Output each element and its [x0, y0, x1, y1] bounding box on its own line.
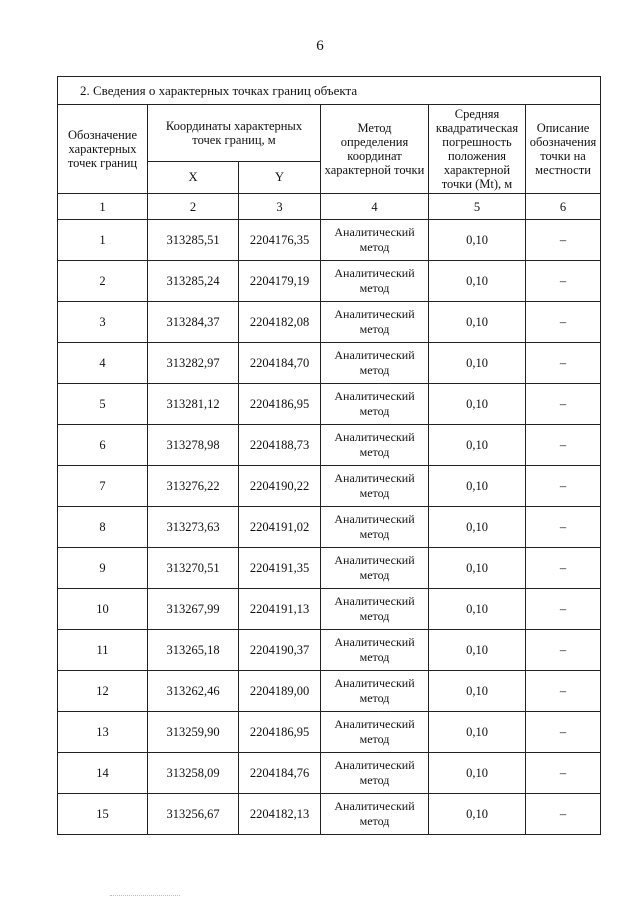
- coord-y: 2204190,22: [239, 466, 321, 507]
- column-number: 5: [429, 194, 526, 220]
- coord-y: 2204190,37: [239, 630, 321, 671]
- accuracy-value: 0,10: [429, 712, 526, 753]
- point-number: 11: [58, 630, 148, 671]
- description-value: –: [526, 753, 601, 794]
- coord-y: 2204182,13: [239, 794, 321, 835]
- accuracy-value: 0,10: [429, 507, 526, 548]
- coord-y: 2204186,95: [239, 712, 321, 753]
- method-cell: Аналитический метод: [321, 220, 429, 261]
- coord-y: 2204179,19: [239, 261, 321, 302]
- point-number: 5: [58, 384, 148, 425]
- column-number: 2: [148, 194, 239, 220]
- header-description: Описание обозначения точки на местности: [526, 105, 601, 194]
- coord-y: 2204188,73: [239, 425, 321, 466]
- table-row: [58, 630, 601, 671]
- coord-x: 313258,09: [148, 753, 239, 794]
- method-cell: Аналитический метод: [321, 753, 429, 794]
- method-cell: Аналитический метод: [321, 384, 429, 425]
- point-number: 4: [58, 343, 148, 384]
- accuracy-value: 0,10: [429, 753, 526, 794]
- table-row: [58, 507, 601, 548]
- column-numbers-row: [58, 194, 601, 220]
- column-number: 6: [526, 194, 601, 220]
- coord-y: 2204191,13: [239, 589, 321, 630]
- accuracy-value: 0,10: [429, 384, 526, 425]
- table-row: [58, 425, 601, 466]
- header-accuracy: Средняя квадратическая погрешность положения характерной точки (Mt), м: [429, 105, 526, 194]
- description-value: –: [526, 425, 601, 466]
- table-row: [58, 712, 601, 753]
- description-value: –: [526, 302, 601, 343]
- coord-x: 313270,51: [148, 548, 239, 589]
- method-cell: Аналитический метод: [321, 630, 429, 671]
- description-value: –: [526, 548, 601, 589]
- point-number: 12: [58, 671, 148, 712]
- point-number: 10: [58, 589, 148, 630]
- coord-y: 2204191,02: [239, 507, 321, 548]
- coord-x: 313284,37: [148, 302, 239, 343]
- description-value: –: [526, 220, 601, 261]
- point-number: 8: [58, 507, 148, 548]
- coord-y: 2204184,70: [239, 343, 321, 384]
- description-value: –: [526, 671, 601, 712]
- point-number: 9: [58, 548, 148, 589]
- accuracy-value: 0,10: [429, 794, 526, 835]
- accuracy-value: 0,10: [429, 466, 526, 507]
- column-number: 4: [321, 194, 429, 220]
- coord-x: 313281,12: [148, 384, 239, 425]
- header-method: Метод определения координат характерной точки: [321, 105, 429, 194]
- method-cell: Аналитический метод: [321, 302, 429, 343]
- description-value: –: [526, 794, 601, 835]
- coord-x: 313282,97: [148, 343, 239, 384]
- accuracy-value: 0,10: [429, 630, 526, 671]
- coord-x: 313285,24: [148, 261, 239, 302]
- header-coordinates: Координаты характерных точек границ, м: [148, 105, 321, 162]
- table-row: [58, 302, 601, 343]
- table-row: [58, 548, 601, 589]
- method-cell: Аналитический метод: [321, 466, 429, 507]
- description-value: –: [526, 261, 601, 302]
- table-row: [58, 466, 601, 507]
- table-row: [58, 589, 601, 630]
- accuracy-value: 0,10: [429, 425, 526, 466]
- point-number: 14: [58, 753, 148, 794]
- point-number: 15: [58, 794, 148, 835]
- table-row: [58, 794, 601, 835]
- table-row: [58, 671, 601, 712]
- method-cell: Аналитический метод: [321, 343, 429, 384]
- method-cell: Аналитический метод: [321, 507, 429, 548]
- coord-x: 313265,18: [148, 630, 239, 671]
- coord-y: 2204184,76: [239, 753, 321, 794]
- table-row: [58, 753, 601, 794]
- point-number: 6: [58, 425, 148, 466]
- header-designation: Обозначение характерных точек границ: [58, 105, 148, 194]
- coord-x: 313285,51: [148, 220, 239, 261]
- coord-y: 2204176,35: [239, 220, 321, 261]
- accuracy-value: 0,10: [429, 220, 526, 261]
- description-value: –: [526, 712, 601, 753]
- coord-y: 2204186,95: [239, 384, 321, 425]
- coord-x: 313259,90: [148, 712, 239, 753]
- header-x: X: [148, 161, 239, 193]
- point-number: 3: [58, 302, 148, 343]
- boundary-points-table: [57, 76, 601, 835]
- table-row: [58, 261, 601, 302]
- coord-x: 313267,99: [148, 589, 239, 630]
- coord-x: 313273,63: [148, 507, 239, 548]
- method-cell: Аналитический метод: [321, 425, 429, 466]
- point-number: 2: [58, 261, 148, 302]
- coord-x: 313276,22: [148, 466, 239, 507]
- column-number: 3: [239, 194, 321, 220]
- accuracy-value: 0,10: [429, 261, 526, 302]
- coord-y: 2204191,35: [239, 548, 321, 589]
- description-value: –: [526, 466, 601, 507]
- table-row: [58, 343, 601, 384]
- description-value: –: [526, 589, 601, 630]
- point-number: 1: [58, 220, 148, 261]
- description-value: –: [526, 384, 601, 425]
- accuracy-value: 0,10: [429, 671, 526, 712]
- column-number: 1: [58, 194, 148, 220]
- accuracy-value: 0,10: [429, 548, 526, 589]
- method-cell: Аналитический метод: [321, 671, 429, 712]
- method-cell: Аналитический метод: [321, 712, 429, 753]
- page-number: 6: [316, 38, 324, 54]
- method-cell: Аналитический метод: [321, 589, 429, 630]
- coord-y: 2204189,00: [239, 671, 321, 712]
- point-number: 7: [58, 466, 148, 507]
- coord-x: 313278,98: [148, 425, 239, 466]
- method-cell: Аналитический метод: [321, 794, 429, 835]
- method-cell: Аналитический метод: [321, 261, 429, 302]
- coord-x: 313256,67: [148, 794, 239, 835]
- accuracy-value: 0,10: [429, 589, 526, 630]
- coord-y: 2204182,08: [239, 302, 321, 343]
- description-value: –: [526, 630, 601, 671]
- table-row: [58, 220, 601, 261]
- point-number: 13: [58, 712, 148, 753]
- description-value: –: [526, 343, 601, 384]
- description-value: –: [526, 507, 601, 548]
- table-row: [58, 384, 601, 425]
- header-y: Y: [239, 161, 321, 193]
- section-title: 2. Сведения о характерных точках границ объекта: [58, 77, 601, 105]
- coord-x: 313262,46: [148, 671, 239, 712]
- scan-artifact-line: [110, 895, 180, 897]
- accuracy-value: 0,10: [429, 343, 526, 384]
- accuracy-value: 0,10: [429, 302, 526, 343]
- method-cell: Аналитический метод: [321, 548, 429, 589]
